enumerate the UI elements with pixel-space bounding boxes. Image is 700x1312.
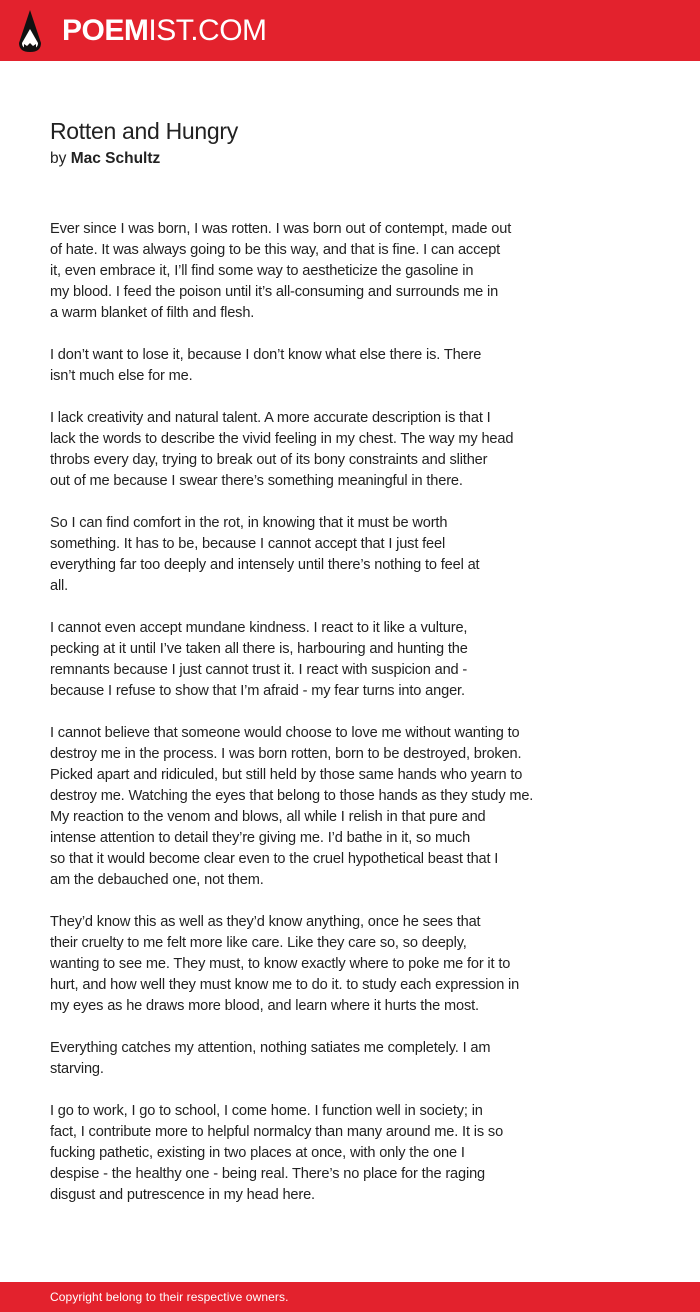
poem-line: am the debauched one, not them. <box>50 872 264 888</box>
poem-stanza <box>50 513 610 597</box>
poem-line: throbs every day, trying to break out of its bony constraints and slither <box>50 452 488 468</box>
poem-line: everything far too deeply and intensely until there’s nothing to feel at <box>50 557 480 573</box>
poem-line: so that it would become clear even to the cruel hypothetical beast that I <box>50 851 499 867</box>
poem-line: I don’t want to lose it, because I don’t know what else there is. There <box>50 347 482 363</box>
site-header <box>0 0 700 61</box>
poem-line: something. It has to be, because I cannot accept that I just feel <box>50 536 446 552</box>
logo-bold-text: POEM <box>62 14 149 47</box>
poem-line: starving. <box>50 1061 104 1077</box>
poem-line: Ever since I was born, I was rotten. I was born out of contempt, made out <box>50 221 512 237</box>
byline <box>50 149 160 169</box>
poem-line: My reaction to the venom and blows, all while I relish in that pure and <box>50 809 486 825</box>
poem-stanza <box>50 1101 610 1206</box>
poem-line: I lack creativity and natural talent. A more accurate description is that I <box>50 410 491 426</box>
poem-line: out of me because I swear there’s something meaningful in there. <box>50 473 463 489</box>
site-logo[interactable] <box>62 14 267 48</box>
poem-line: because I refuse to show that I’m afraid - my fear turns into anger. <box>50 683 465 699</box>
poem-line: destroy me in the process. I was born rotten, born to be destroyed, broken. <box>50 746 522 762</box>
logo-light-text: IST.COM <box>148 14 267 47</box>
poem-line: remnants because I just cannot trust it. I react with suspicion and - <box>50 662 468 678</box>
poem-stanza <box>50 345 610 387</box>
poem-line: I go to work, I go to school, I come home. I function well in society; in <box>50 1103 483 1119</box>
poem-stanza <box>50 912 610 1017</box>
poem-line: fact, I contribute more to helpful normalcy than many around me. It is so <box>50 1124 504 1140</box>
poem-title: Rotten and Hungry <box>50 118 238 144</box>
poem-line: pecking at it until I’ve taken all there is, harbouring and hunting the <box>50 641 468 657</box>
poem-line: intense attention to detail they’re giving me. I’d bathe in it, so much <box>50 830 471 846</box>
poem-line: it, even embrace it, I’ll find some way to aestheticize the gasoline in <box>50 263 474 279</box>
poem-line: hurt, and how well they must know me to do it. to study each expression in <box>50 977 520 993</box>
poem-stanza <box>50 408 610 492</box>
poem-line: disgust and putrescence in my head here. <box>50 1187 315 1203</box>
pen-nib-icon[interactable] <box>16 9 44 53</box>
poem-line: I cannot believe that someone would choose to love me without wanting to <box>50 725 520 741</box>
poem-line: Picked apart and ridiculed, but still held by those same hands who yearn to <box>50 767 523 783</box>
poem-line: They’d know this as well as they’d know anything, once he sees that <box>50 914 481 930</box>
poem-line: despise - the healthy one - being real. There’s no place for the raging <box>50 1166 486 1182</box>
by-label: by <box>50 150 67 167</box>
poem-line: a warm blanket of filth and flesh. <box>50 305 255 321</box>
site-footer <box>0 1282 700 1312</box>
poem-stanza <box>50 618 610 702</box>
poem-stanza <box>50 723 610 891</box>
poem-line: Everything catches my attention, nothing satiates me completely. I am <box>50 1040 491 1056</box>
poem-stanza <box>50 1038 610 1080</box>
poem-line: of hate. It was always going to be this way, and that is fine. I can accept <box>50 242 501 258</box>
copyright-text: Copyright belong to their respective owners. <box>50 1290 289 1304</box>
author-name: Mac Schultz <box>70 150 161 167</box>
poem-line: lack the words to describe the vivid feeling in my chest. The way my head <box>50 431 514 447</box>
poem-line: wanting to see me. They must, to know exactly where to poke me for it to <box>50 956 511 972</box>
poem-line: their cruelty to me felt more like care. Like they care so, so deeply, <box>50 935 467 951</box>
poem-body <box>50 219 610 1227</box>
poem-line: my eyes as he draws more blood, and learn where it hurts the most. <box>50 998 479 1014</box>
poem-line: isn’t much else for me. <box>50 368 193 384</box>
poem-line: fucking pathetic, existing in two places at once, with only the one I <box>50 1145 465 1161</box>
poem-line: I cannot even accept mundane kindness. I react to it like a vulture, <box>50 620 468 636</box>
poem-line: my blood. I feed the poison until it’s all-consuming and surrounds me in <box>50 284 499 300</box>
poem-line: So I can find comfort in the rot, in knowing that it must be worth <box>50 515 448 531</box>
poem-line: destroy me. Watching the eyes that belong to those hands as they study me. <box>50 788 534 804</box>
poem-stanza <box>50 219 610 324</box>
poem-line: all. <box>50 578 69 594</box>
